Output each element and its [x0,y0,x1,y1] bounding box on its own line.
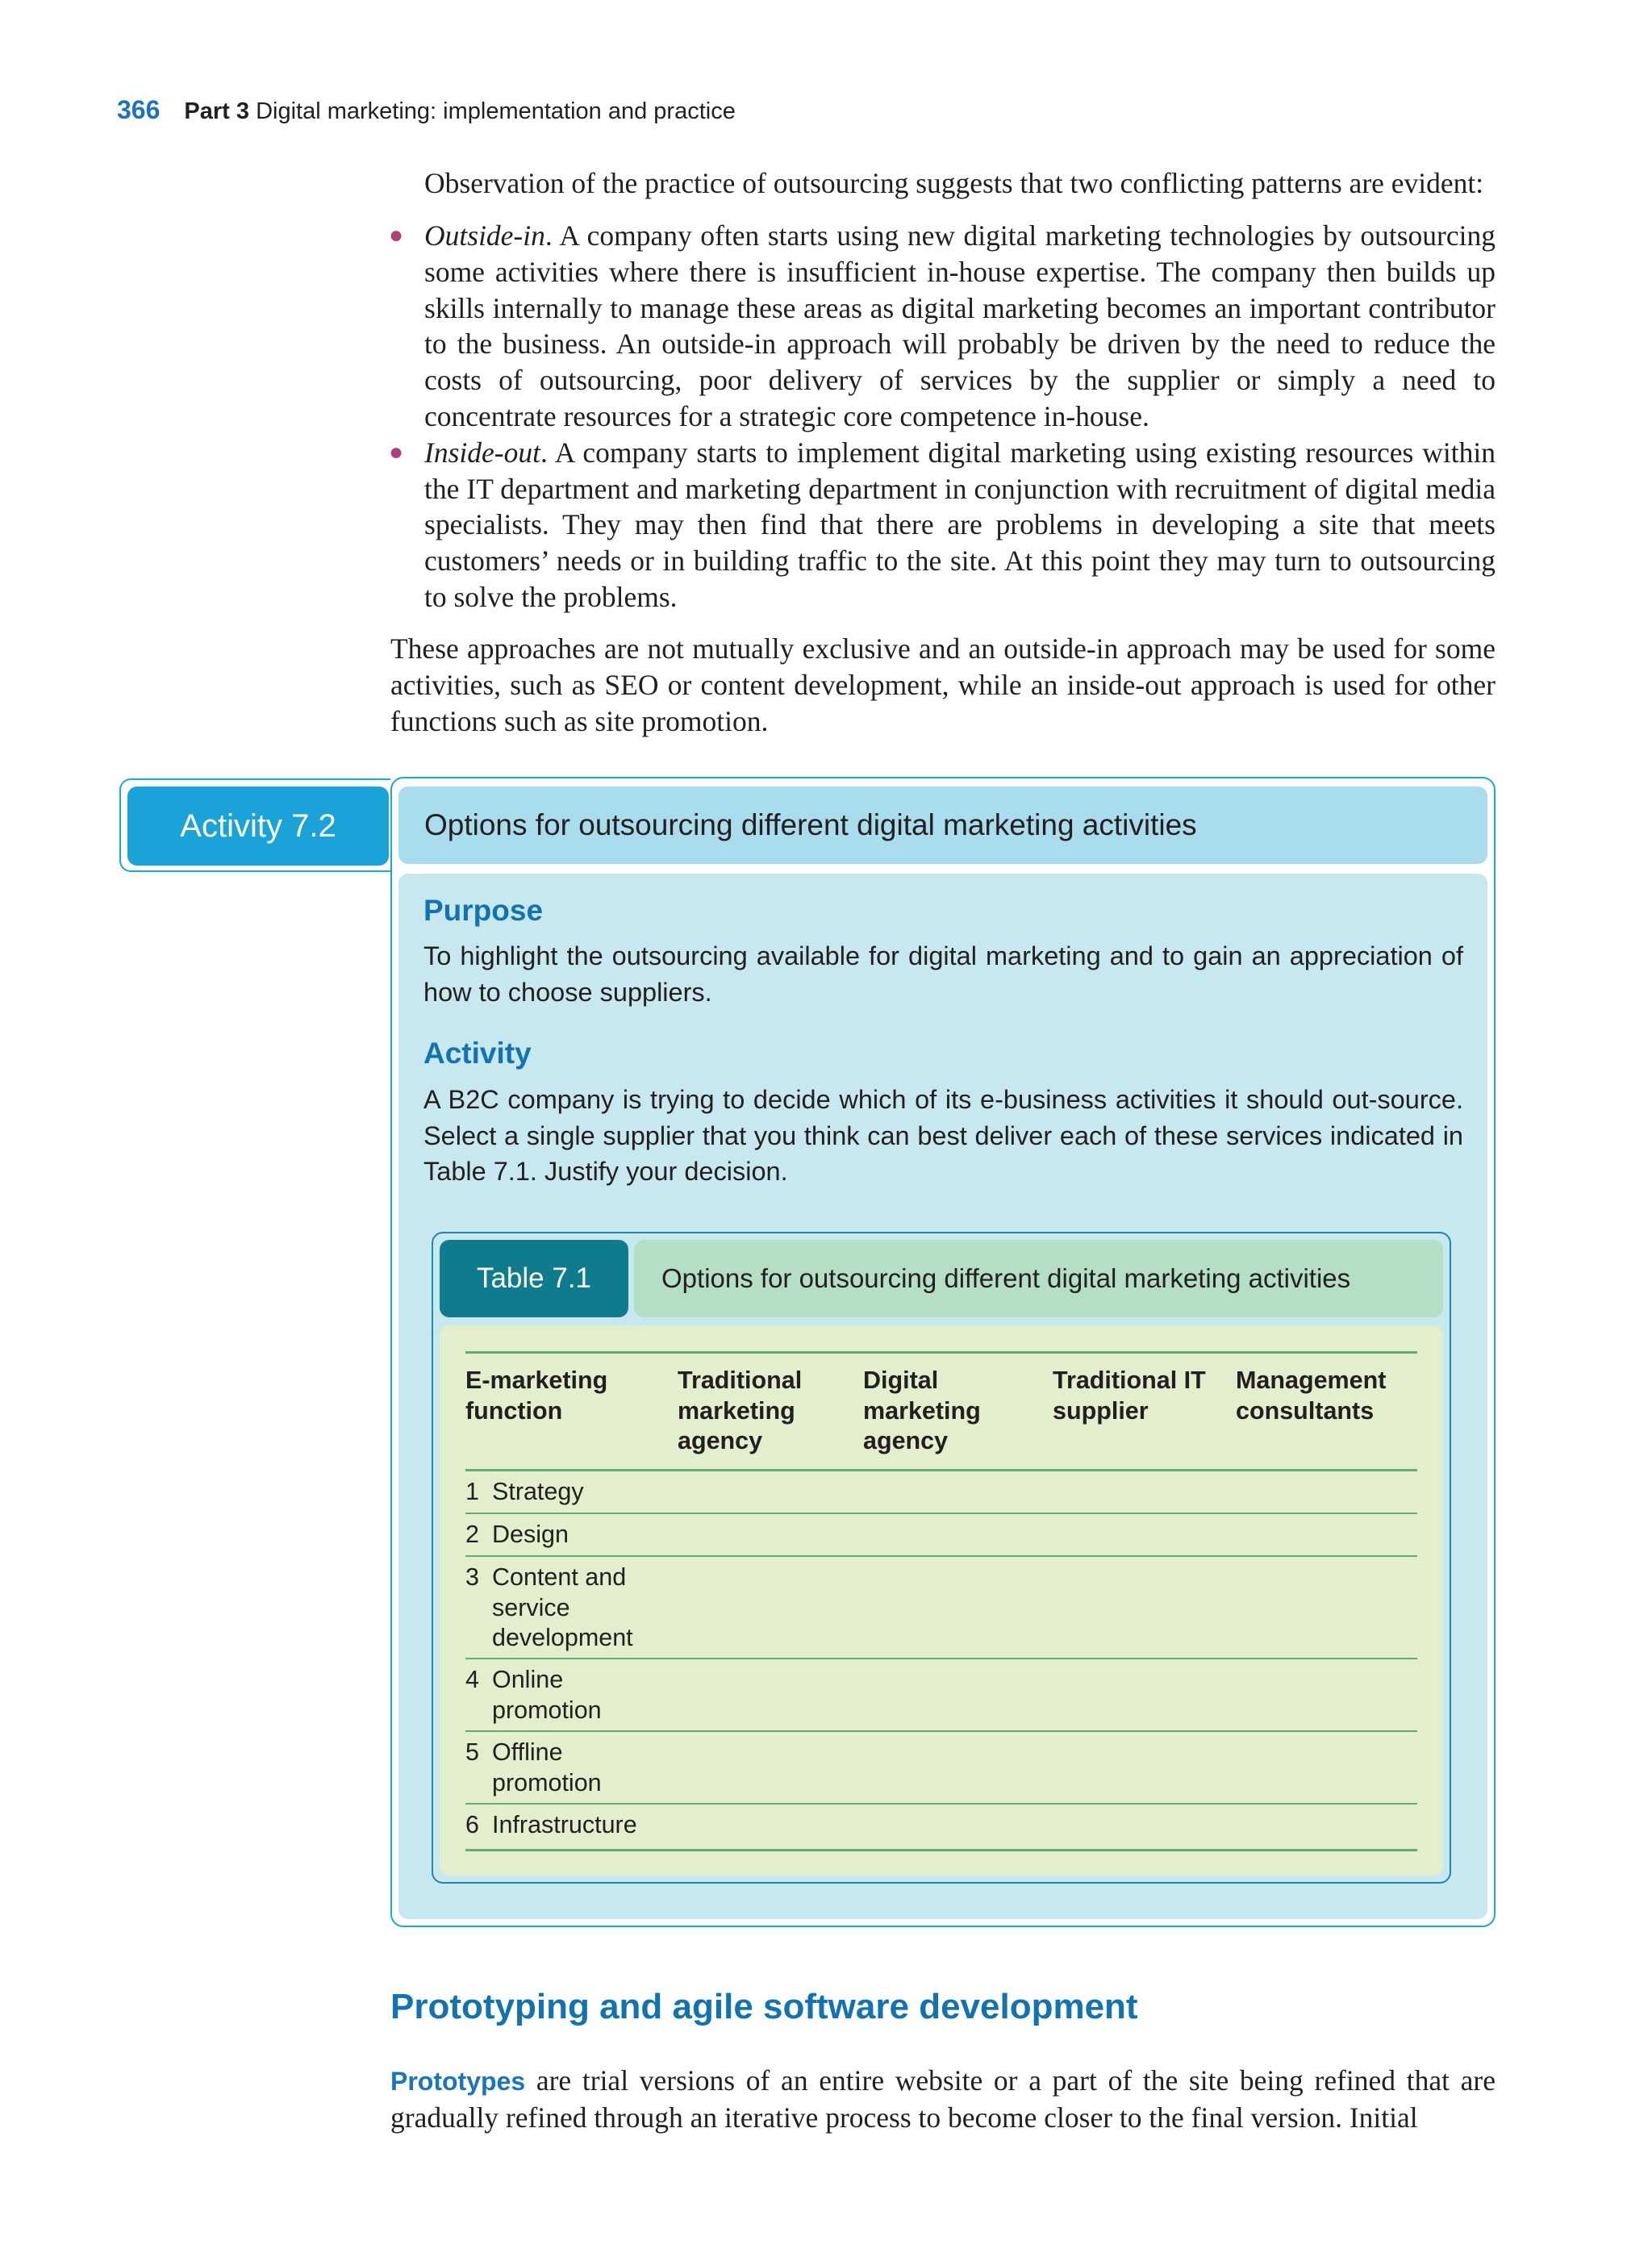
table-row [465,1471,1417,1514]
part-label: Part 3 [184,98,249,124]
table-row [465,1514,1417,1557]
list-item [389,435,1496,615]
table-row [465,1659,1417,1732]
row-label: Online promotion [492,1666,602,1724]
table-row [465,1557,1417,1659]
row-label: Design [492,1521,569,1548]
row-label: Offline promotion [492,1738,602,1796]
key-term: Prototypes [390,2067,526,2096]
activity-title-bar [398,787,1487,864]
row-label: Strategy [492,1478,584,1505]
running-header [117,95,736,125]
row-number: 2 [465,1521,479,1548]
table-label: Table 7.1 [440,1240,628,1317]
prototypes-text: are trial versions of an entire website or a part of the site being refined that are gradually refined through an iterative process to become closer to the final version. Initial [390,2064,1496,2134]
bullet-text: . A company often starts using new digital marketing technologies by outsourcing some activities where there is insufficient in-house expertise. The company then builds up skills internally to manage these areas as digital marketing becomes an important contributor to the business. An outside-in approach will probably be driven by the need to reduce the costs of outsourcing, poor delivery of services by the supplier or simply a need to concentrate resources for a strategic core competence in-house. [424,219,1496,432]
activity-title: Options for outsourcing different digital marketing activities [424,808,1197,841]
column-header: Digital marketing agency [863,1367,981,1454]
bullet-text: . A company starts to implement digital marketing using existing resources within the IT department and marketing department in conjunction with recruitment of digital media specialists. They may then find that there are problems in developing a site that meets customers’ needs or in building traffic to the site. At this point they may turn to outsourcing to solve the problems. [424,436,1496,613]
activity-text: A B2C company is trying to decide which of its e-business activities it should out-source. Select a single supplier that you think can best deliver each of these services indicated in Table 7.1. Justify your decision. [423,1085,1463,1186]
bullet-icon: ● [389,222,404,248]
table-header-row [465,1351,1417,1471]
page-number: 366 [117,95,161,124]
row-number: 3 [465,1563,479,1591]
bullet-term: Inside-out [424,436,540,469]
table-row [465,1805,1417,1851]
row-number: 6 [465,1811,479,1838]
list-item [389,218,1496,435]
row-label: Infrastructure [492,1811,637,1838]
section-heading: Prototyping and agile software development [390,1987,1138,2026]
prototypes-paragraph [390,2063,1496,2136]
table-row [465,1732,1417,1805]
activity-heading: Activity [423,1037,532,1070]
row-number: 1 [465,1478,479,1505]
intro-paragraph: Observation of the practice of outsourcing suggests that two conflicting patterns are evident: [424,167,1484,199]
row-number: 4 [465,1666,479,1693]
outsourcing-table [465,1351,1417,1851]
bullet-term: Outside-in [424,219,545,252]
purpose-text: To highlight the outsourcing available for digital marketing and to gain an appreciation of how to choose suppliers. [423,941,1463,1007]
table-title: Options for outsourcing different digital marketing activities [661,1263,1351,1293]
column-header: E-marketing function [465,1367,608,1425]
column-header: Management consultants [1236,1367,1387,1425]
column-header: Traditional marketing agency [678,1367,803,1454]
row-number: 5 [465,1738,479,1766]
activity-label: Activity 7.2 [127,787,389,866]
pattern-list [389,218,1496,615]
row-label: Content and service development [492,1563,633,1651]
table-title-bar [634,1240,1443,1317]
approaches-paragraph: These approaches are not mutually exclusive and an outside-in approach may be used for some activities, such as SEO or content development, while an inside-out approach is used for other functions such as site promotion. [390,632,1496,737]
bullet-icon: ● [389,438,404,465]
purpose-heading: Purpose [423,894,544,927]
column-header: Traditional IT supplier [1053,1367,1206,1425]
part-title: Digital marketing: implementation and practice [256,98,736,124]
